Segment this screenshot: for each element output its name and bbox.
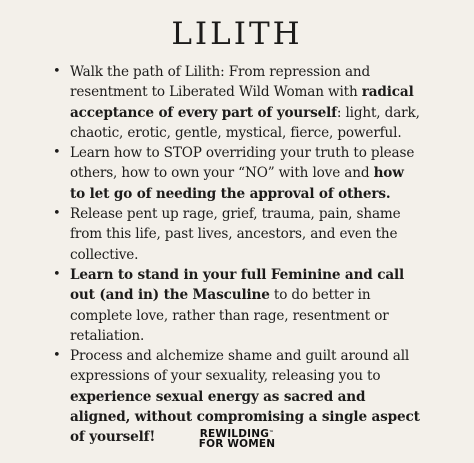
page-title: LILITH	[171, 16, 303, 52]
trademark-symbol: ™	[269, 430, 275, 436]
list-item	[50, 143, 420, 204]
item-text-bold: how to let go of needing the approval of others.	[70, 165, 404, 202]
item-text: to do better in complete love, rather than rage, resentment or retaliation.	[70, 287, 389, 344]
bullet-icon: •	[53, 206, 61, 222]
item-text: Walk the path of Lilith: From repression and resentment to Liberated Wild Woman with	[70, 64, 371, 101]
bullet-list	[50, 62, 420, 448]
bullet-icon: •	[53, 266, 61, 282]
bullet-icon: •	[53, 145, 61, 161]
list-item	[50, 265, 420, 346]
item-text: Release pent up rage, grief, trauma, pain, shame from this life, past lives, ancestors, and even the collective.	[70, 206, 401, 263]
logo-line-1: REWILDING	[199, 428, 270, 440]
list-item	[50, 62, 420, 143]
item-text: Process and alchemize shame and guilt around all expressions of your sexuality, releasing you to	[70, 348, 410, 385]
logo-line-2: FOR WOMEN	[198, 438, 276, 450]
list-item	[50, 204, 420, 265]
item-text: : light, dark, chaotic, erotic, gentle, mystical, fierce, powerful.	[70, 104, 420, 141]
item-text-bold: Learn to stand in your full Feminine and call out (and in) the Masculine	[70, 266, 405, 304]
brand-logo	[0, 429, 474, 449]
item-text-bold: experience sexual energy as sacred and aligned, without compromising a single aspect of yourself!	[70, 388, 420, 446]
item-text: Learn how to STOP overriding your truth to please others, how to own your “NO” with love and	[70, 145, 415, 182]
bullet-icon: •	[53, 348, 61, 364]
item-text-bold: radical acceptance of every part of yourself	[70, 84, 414, 121]
bullet-icon: •	[53, 64, 61, 79]
